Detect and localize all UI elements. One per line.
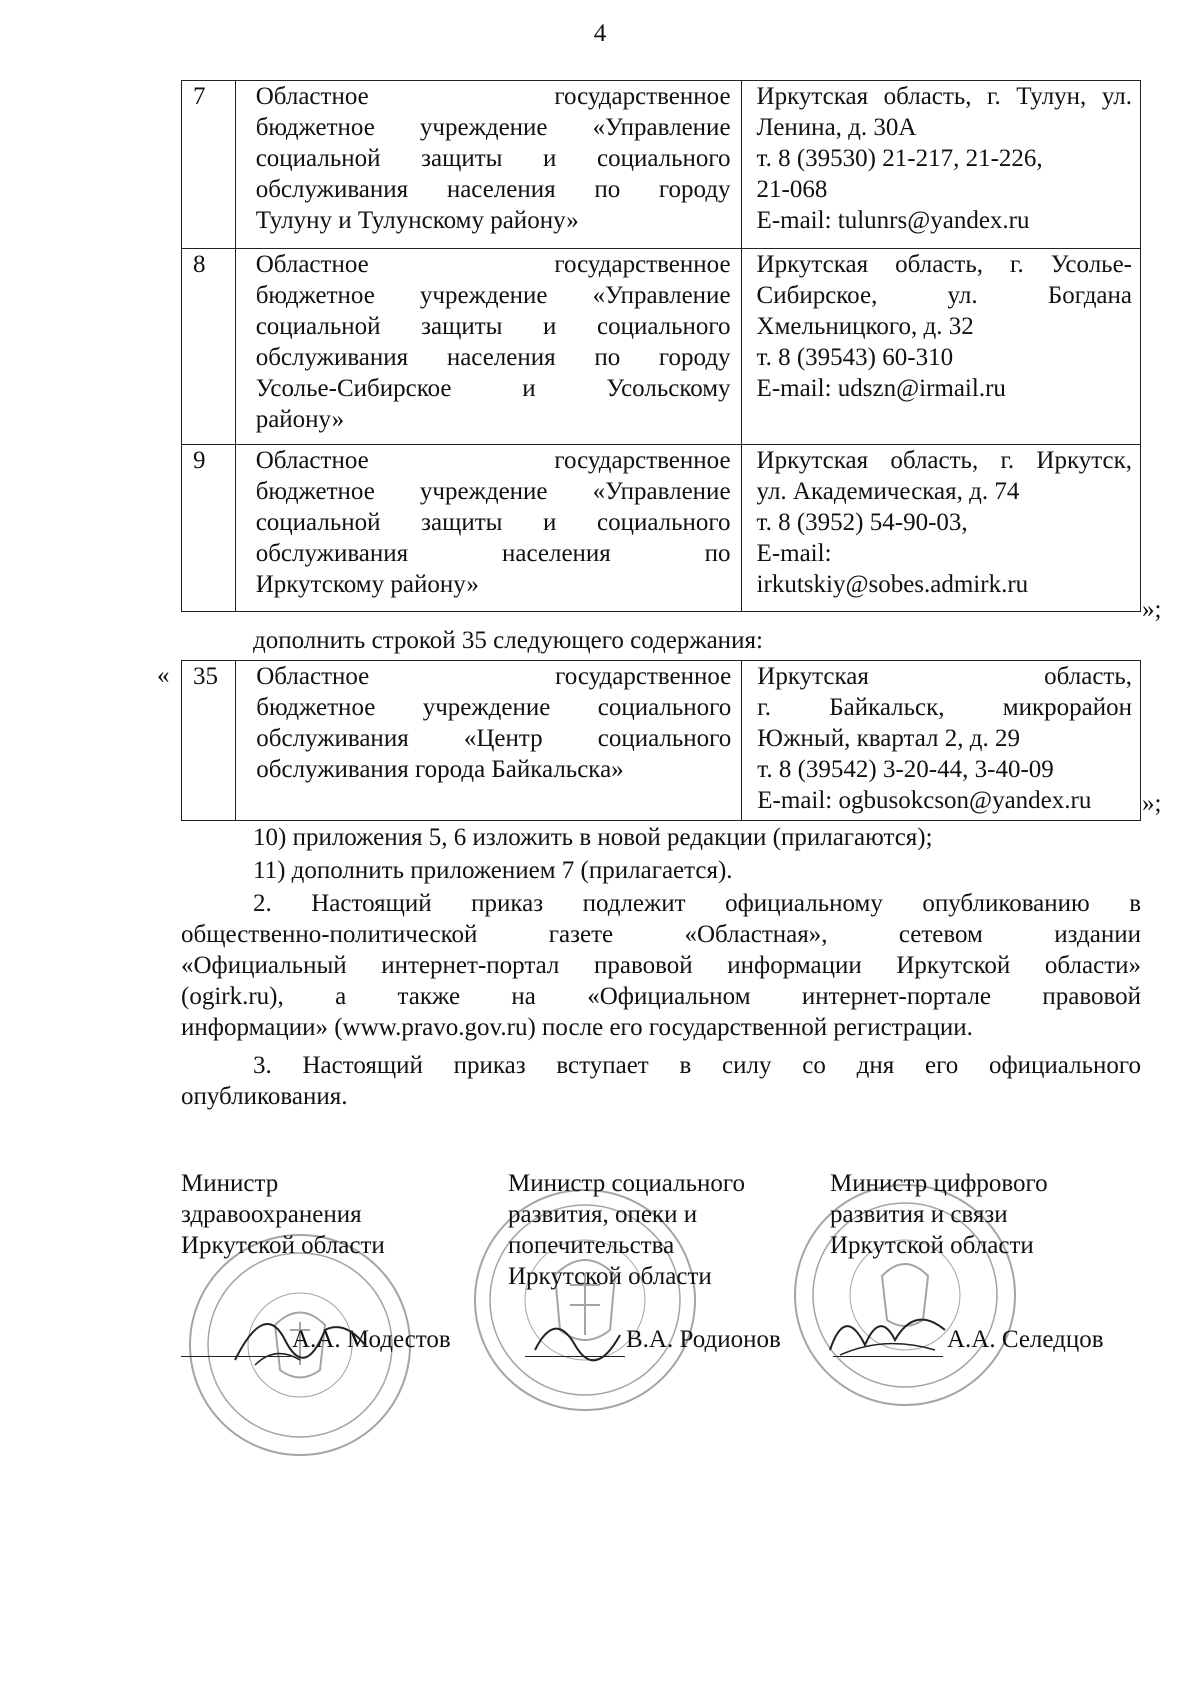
paragraph-line: 3. Настоящий приказ вступает в силу со дня его официального [253, 1052, 1141, 1079]
org-line: обслуживания населения по городу [255, 176, 731, 203]
add-row-instruction: дополнить строкой 35 следующего содержания: [253, 627, 763, 654]
address-line: т. 8 (39542) 3-20-44, 3-40-09 [757, 756, 1054, 783]
table-row [182, 81, 1141, 249]
org-line: обслуживания населения по городу [255, 344, 731, 371]
email-line: E-mail: udszn@irmail.ru [756, 375, 1006, 402]
signature-scribble [530, 1300, 630, 1370]
signatory-name: А.А. Модестов [292, 1326, 451, 1353]
institutions-table [181, 80, 1141, 612]
address-line: т. 8 (3952) 54-90-03, [756, 509, 968, 536]
org-line: району» [255, 406, 345, 433]
address-line: Сибирское, ул. Богдана [756, 282, 1132, 309]
signatory-health [181, 1168, 385, 1261]
signatory-social [508, 1168, 745, 1292]
signatory-digital [830, 1168, 1048, 1261]
address-line: т. 8 (39530) 21-217, 21-226, [756, 145, 1043, 172]
address-line: Хмельницкого, д. 32 [756, 313, 974, 340]
org-line: социальной защиты и социального [255, 509, 731, 536]
email-line: irkutskiy@sobes.admirk.ru [756, 571, 1029, 598]
address-cell [742, 661, 1141, 821]
address-line: E-mail: [756, 540, 832, 567]
org-cell [235, 249, 741, 445]
org-line: бюджетное учреждение «Управление [255, 114, 731, 141]
org-line: бюджетное учреждение социального [256, 694, 732, 721]
signature-scribble [825, 1290, 955, 1370]
open-quote: « [157, 662, 170, 689]
signatory-title-line: Министр цифрового [830, 1170, 1048, 1197]
signatory-title-line: развития и связи [830, 1201, 1008, 1228]
paragraph-line: (ogirk.ru), а также на «Официальном интернет-портале правовой [181, 983, 1141, 1010]
org-line: Областное государственное [255, 251, 731, 278]
org-line: социальной защиты и социального [255, 145, 731, 172]
org-line: Областное государственное [255, 447, 731, 474]
org-line: бюджетное учреждение «Управление [255, 478, 731, 505]
table-row [182, 249, 1141, 445]
address-line: г. Байкальск, микрорайон [757, 694, 1132, 721]
paragraph-line: «Официальный интернет-портал правовой информации Иркутской области» [181, 952, 1141, 979]
paragraph-line: информации» (www.pravo.gov.ru) после его государственной регистрации. [181, 1014, 973, 1041]
address-line: Ленина, д. 30А [756, 114, 917, 141]
address-cell [741, 249, 1140, 445]
signatory-name: А.А. Селедцов [947, 1326, 1104, 1353]
paragraph-line: 2. Настоящий приказ подлежит официальному опубликованию в [253, 890, 1141, 917]
org-line: обслуживания населения по [255, 540, 731, 567]
paragraph-3 [181, 1050, 1141, 1112]
address-line: Иркутская область, [757, 663, 1132, 690]
org-line: Иркутскому району» [255, 571, 479, 598]
new-row-close-quote: »; [1142, 790, 1162, 817]
org-line: обслуживания «Центр социального [256, 725, 732, 752]
signatory-name: В.А. Родионов [626, 1326, 781, 1353]
paragraph-line: общественно-политической газете «Областная», сетевом издании [181, 921, 1141, 948]
row-number: 35 [182, 661, 236, 821]
signatory-title-line: Иркутской области [508, 1263, 712, 1290]
address-cell [741, 81, 1140, 249]
row-number: 7 [182, 81, 236, 249]
address-cell [741, 445, 1140, 612]
signatory-title-line: попечительства [508, 1232, 675, 1259]
signatory-title-line: Министр [181, 1170, 279, 1197]
item-11: 11) дополнить приложением 7 (прилагается). [253, 857, 733, 884]
address-line: Иркутская область, г. Иркутск, [756, 447, 1132, 474]
org-line: Усолье-Сибирское и Усольскому [255, 375, 731, 402]
org-line: Областное государственное [256, 663, 732, 690]
table-row [182, 661, 1141, 821]
paragraph-line: опубликования. [181, 1083, 348, 1110]
org-cell [236, 661, 742, 821]
address-line: т. 8 (39543) 60-310 [756, 344, 954, 371]
org-line: Областное государственное [255, 83, 731, 110]
address-line: ул. Академическая, д. 74 [756, 478, 1020, 505]
email-line: E-mail: ogbusokcson@yandex.ru [757, 787, 1092, 814]
row-number: 8 [182, 249, 236, 445]
page-number: 4 [593, 20, 607, 47]
item-10: 10) приложения 5, 6 изложить в новой редакции (прилагаются); [253, 824, 933, 851]
org-line: Тулуну и Тулунскому району» [255, 207, 579, 234]
signatory-title-line: развития, опеки и [508, 1201, 698, 1228]
row-number: 9 [182, 445, 236, 612]
table-row [182, 445, 1141, 612]
new-row-table [181, 660, 1141, 821]
address-line: Иркутская область, г. Усолье- [756, 251, 1132, 278]
org-cell [235, 445, 741, 612]
address-line: 21-068 [756, 176, 828, 203]
signatory-title-line: здравоохранения [181, 1201, 362, 1228]
signature-scribble [225, 1290, 375, 1380]
address-line: Южный, квартал 2, д. 29 [757, 725, 1020, 752]
email-line: E-mail: tulunrs@yandex.ru [756, 207, 1030, 234]
org-cell [235, 81, 741, 249]
paragraph-2 [181, 888, 1141, 1043]
signatory-title-line: Министр социального [508, 1170, 745, 1197]
org-line: обслуживания города Байкальска» [256, 756, 624, 783]
org-line: бюджетное учреждение «Управление [255, 282, 731, 309]
signatory-title-line: Иркутской области [830, 1232, 1034, 1259]
org-line: социальной защиты и социального [255, 313, 731, 340]
address-line: Иркутская область, г. Тулун, ул. [756, 83, 1132, 110]
signatory-title-line: Иркутской области [181, 1232, 385, 1259]
table-close-quote: »; [1142, 596, 1162, 623]
